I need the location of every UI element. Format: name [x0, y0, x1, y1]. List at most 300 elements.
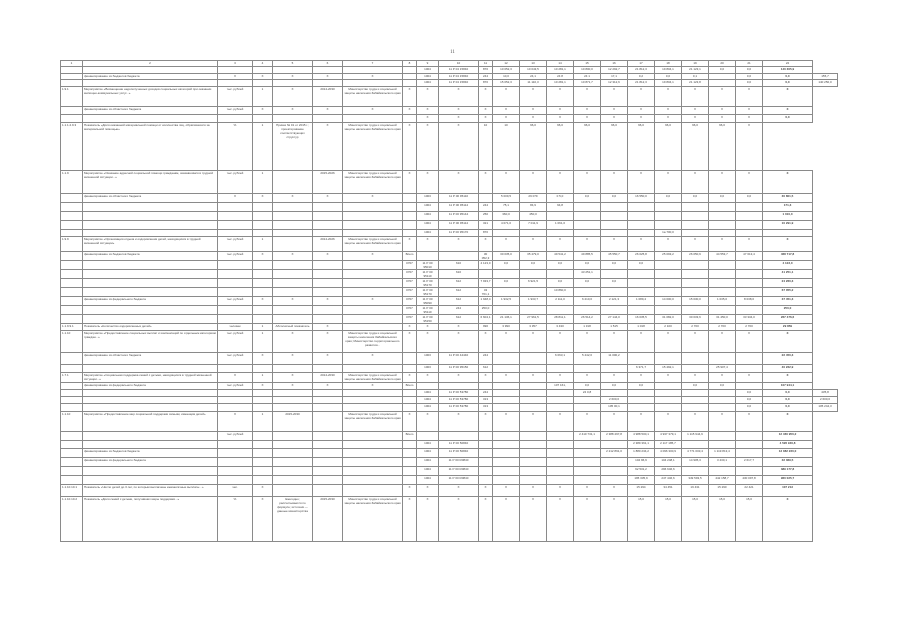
table-row — [61, 412, 838, 432]
table-cell: 1а 700,0 — [655, 230, 682, 237]
table-cell — [520, 383, 547, 390]
table-cell — [682, 404, 709, 412]
table-cell: 0,0 — [763, 404, 813, 412]
table-cell: X — [343, 383, 403, 390]
table-cell: тыс. рублей — [218, 171, 253, 194]
table-cell: 1.1.10.10.2 — [61, 497, 83, 542]
table-cell: человек — [218, 324, 253, 331]
table-cell: 0,0 — [628, 261, 655, 270]
table-cell — [218, 397, 253, 404]
table-cell: 21 123,1 — [682, 67, 709, 74]
table-cell — [253, 365, 273, 373]
table-cell — [628, 397, 655, 404]
table-cell: X — [253, 194, 273, 203]
table-cell: 15,0 — [709, 497, 736, 542]
table-cell: X — [601, 115, 628, 123]
table-cell: тыс. рублей — [218, 252, 253, 261]
table-cell — [709, 353, 736, 365]
table-cell: X — [313, 123, 343, 171]
table-cell: 14 905,3 — [682, 458, 709, 467]
table-cell: 3 430,1 — [709, 458, 736, 467]
table-cell — [417, 252, 439, 261]
table-cell — [343, 485, 403, 497]
table-cell — [520, 288, 547, 297]
table-cell — [343, 390, 403, 397]
table-cell: X — [736, 237, 763, 252]
table-cell — [655, 383, 682, 390]
table-cell: 14 000,0 — [655, 297, 682, 306]
table-cell — [520, 270, 547, 279]
table-cell: X — [479, 107, 493, 115]
table-cell: X — [313, 331, 343, 353]
table-cell: 107 944,1 — [763, 383, 813, 390]
table-cell: X — [417, 412, 439, 432]
table-cell — [83, 212, 218, 221]
table-cell: 990 — [479, 324, 493, 331]
table-cell: X — [763, 331, 813, 353]
table-cell: 250,0 — [479, 306, 493, 315]
table-cell: 10 800,0 — [574, 67, 601, 74]
table-cell: 1004 — [417, 74, 439, 80]
table-cell — [479, 441, 493, 449]
table-cell — [343, 449, 403, 458]
table-cell: % — [218, 497, 253, 542]
table-cell: 1.1.9 — [61, 171, 83, 194]
table-row — [61, 107, 838, 115]
table-cell — [343, 324, 403, 331]
table-cell — [628, 288, 655, 297]
table-cell: X — [493, 107, 520, 115]
table-cell: 0,0 — [709, 194, 736, 203]
table-cell: 105 00,1 — [601, 404, 628, 412]
table-cell: X — [403, 123, 417, 171]
table-cell: X — [736, 115, 763, 123]
table-cell: 1 — [253, 171, 273, 194]
table-cell: X — [709, 87, 736, 107]
table-cell — [682, 390, 709, 397]
table-cell — [61, 252, 83, 261]
table-cell — [218, 404, 253, 412]
table-cell: 96,0 — [709, 123, 736, 171]
table-cell: 15,0 — [736, 497, 763, 542]
table-cell — [343, 432, 403, 441]
table-cell: 0,0 — [655, 194, 682, 203]
table-row — [61, 331, 838, 353]
table-cell: X — [273, 373, 313, 383]
table-cell: 33 334,0 — [736, 315, 763, 324]
table-cell — [61, 194, 83, 203]
table-cell — [493, 467, 520, 476]
table-cell — [273, 467, 313, 476]
table-cell — [601, 458, 628, 467]
table-cell — [218, 80, 253, 87]
table-cell: 244 — [479, 390, 493, 397]
table-cell — [601, 288, 628, 297]
table-cell: Всего — [403, 383, 417, 390]
table-cell: 94,8 — [547, 203, 574, 212]
table-cell: 11 Р 00 53780 — [439, 397, 479, 404]
table-cell: 0707 — [403, 315, 417, 324]
table-cell: Министерство труда и социальной защиты населения Забайкальского края — [343, 123, 403, 171]
table-cell: 0,0 — [493, 279, 520, 288]
table-cell: 2 388 497,8 — [601, 432, 628, 441]
table-cell: 321 — [479, 221, 493, 230]
table-cell — [343, 279, 403, 288]
table-cell: 1004 — [417, 467, 439, 476]
table-cell: 0,0 — [682, 194, 709, 203]
table-cell — [682, 306, 709, 315]
table-cell: X — [628, 237, 655, 252]
header-cell: 2 — [83, 61, 218, 67]
table-cell: 15 492,1 — [655, 365, 682, 373]
table-cell: Всего — [403, 432, 417, 441]
table-cell: X — [479, 485, 493, 497]
table-cell: 1004 — [417, 390, 439, 397]
table-cell: 26 025,8 — [628, 252, 655, 261]
table-cell: X — [403, 497, 417, 542]
table-cell: тыс. рублей — [218, 107, 253, 115]
table-cell: 96,0 — [655, 123, 682, 171]
table-cell: 0,0 — [763, 74, 813, 80]
table-cell — [343, 67, 403, 74]
table-cell: X — [628, 87, 655, 107]
table-cell — [479, 449, 493, 458]
table-cell — [313, 449, 343, 458]
table-cell — [253, 449, 273, 458]
table-cell — [61, 467, 83, 476]
table-cell: финансирование из областного бюджета — [83, 107, 218, 115]
table-cell: X — [313, 297, 343, 306]
table-cell — [61, 383, 83, 390]
table-cell — [628, 404, 655, 412]
table-cell: X — [520, 171, 547, 194]
table-cell: 11 Р 00 50840 — [439, 449, 479, 458]
table-cell — [547, 306, 574, 315]
table-cell: X — [253, 353, 273, 365]
table-cell: 1 — [253, 373, 273, 383]
table-cell: 11 Р 00 95170 — [417, 288, 439, 297]
table-cell — [736, 230, 763, 237]
table-cell: 0,0 — [574, 261, 601, 270]
table-cell: X — [439, 324, 479, 331]
table-row — [61, 449, 838, 458]
table-cell — [273, 458, 313, 467]
table-cell: X — [417, 123, 439, 171]
table-cell: 4 526 946,8 — [763, 441, 813, 449]
table-cell: 244 — [479, 74, 493, 80]
table-cell: 11 Р 00 R0840 — [439, 467, 479, 476]
table-cell: 0,0 — [682, 383, 709, 390]
table-cell: 25 093,2 — [655, 252, 682, 261]
table-cell: 11 Р 00 44440 — [439, 353, 479, 365]
table-cell — [655, 221, 682, 230]
table-cell: 0,0 — [736, 67, 763, 74]
table-cell — [313, 476, 343, 485]
table-cell — [343, 397, 403, 404]
table-cell: 1.1.10 — [61, 412, 83, 432]
table-cell: X — [403, 87, 417, 107]
table-cell: X — [343, 107, 403, 115]
table-cell: X — [493, 485, 520, 497]
table-cell: 0,0 — [736, 80, 763, 87]
table-cell: X — [628, 115, 655, 123]
table-cell — [709, 80, 736, 87]
table-cell: 0,0 — [601, 383, 628, 390]
table-cell — [313, 279, 343, 288]
table-cell: X — [439, 123, 479, 171]
table-cell — [218, 315, 253, 324]
table-row — [61, 390, 838, 397]
table-cell — [574, 212, 601, 221]
table-cell: чел. — [218, 485, 253, 497]
table-cell: 105 244,3 — [813, 404, 838, 412]
table-cell — [520, 441, 547, 449]
table-cell: 30 035,0 — [493, 252, 520, 261]
table-cell — [520, 353, 547, 365]
table-cell: X — [628, 373, 655, 383]
table-cell: 0,0 — [736, 404, 763, 412]
table-cell: 1 018 — [628, 324, 655, 331]
table-cell: Мероприятие «Предоставление социальных выплат и компенсаций по отдельным категориям граждан...» — [83, 331, 218, 353]
table-cell: 10 291,9 — [763, 221, 813, 230]
table-cell: 11 Р 00 95150 — [439, 365, 479, 373]
table-cell — [655, 203, 682, 212]
table-cell — [61, 458, 83, 467]
table-cell: 0,0 — [763, 80, 813, 87]
table-cell: 29 079 — [520, 194, 547, 203]
table-cell: 1003 — [417, 353, 439, 365]
table-cell: 1 515 — [601, 324, 628, 331]
table-cell — [273, 221, 313, 230]
table-row — [61, 171, 838, 194]
table-cell: 11 Р 00 95144 — [439, 212, 479, 221]
table-cell — [682, 203, 709, 212]
table-cell — [655, 279, 682, 288]
table-cell: X — [574, 485, 601, 497]
table-cell — [493, 397, 520, 404]
table-cell: 11 Р 00 95150 — [417, 315, 439, 324]
table-cell: Министерство труда и социальной защиты населения Забайкальского края — [343, 87, 403, 107]
table-cell: X — [479, 497, 493, 542]
table-cell — [61, 212, 83, 221]
table-cell: X — [313, 194, 343, 203]
table-row — [61, 497, 838, 542]
table-cell: 19 804,1 — [655, 67, 682, 74]
table-cell: 0,2 — [628, 74, 655, 80]
table-cell — [520, 390, 547, 397]
table-cell — [403, 115, 417, 123]
table-cell — [547, 365, 574, 373]
table-cell: X — [439, 497, 479, 542]
table-cell: Ежегодно; рассчитывается по формуле; источник — данные министерства — [273, 497, 313, 542]
table-cell: 389 177,8 — [763, 467, 813, 476]
table-cell: 10,0 — [493, 74, 520, 80]
table-cell — [682, 441, 709, 449]
table-cell: X — [547, 373, 574, 383]
table-cell — [493, 288, 520, 297]
table-cell: 15 030,0 — [682, 297, 709, 306]
table-cell: 10 281,1 — [547, 80, 574, 87]
table-cell: 21 812,3 — [628, 67, 655, 74]
table-cell: 1.1.10 — [61, 331, 83, 353]
table-cell — [628, 353, 655, 365]
table-cell: 1003 — [417, 194, 439, 203]
table-cell — [253, 279, 273, 288]
table-cell: X — [417, 497, 439, 542]
table-cell: 12 292,7 — [601, 67, 628, 74]
table-cell — [313, 261, 343, 270]
table-cell: 24 260,3 — [763, 279, 813, 288]
table-cell: Показатель «Число детей до 3 лет, по которым выплачены ежемесячные выплаты...» — [83, 485, 218, 497]
table-cell: 430 097,8 — [736, 476, 763, 485]
table-cell: тыс. рублей — [218, 331, 253, 353]
table-cell: X — [253, 74, 273, 80]
table-cell: 1 933,7 — [520, 297, 547, 306]
table-cell: 0,0 — [736, 397, 763, 404]
table-cell: 27 144,0 — [601, 315, 628, 324]
table-cell — [547, 441, 574, 449]
table-cell — [601, 467, 628, 476]
table-cell: 75,1 — [493, 203, 520, 212]
table-cell: 250 — [479, 212, 493, 221]
table-cell: 21 812,3 — [628, 80, 655, 87]
table-cell: X — [439, 171, 479, 194]
table-cell — [83, 288, 218, 297]
table-cell: X — [520, 107, 547, 115]
table-cell — [403, 449, 417, 458]
table-cell: 29 859 — [763, 324, 813, 331]
table-cell: 107 161, — [547, 383, 574, 390]
table-row — [61, 306, 838, 315]
table-cell — [343, 230, 403, 237]
table-cell: 1004 — [417, 212, 439, 221]
table-cell: 610 — [439, 270, 479, 279]
table-cell — [628, 212, 655, 221]
table-cell — [574, 365, 601, 373]
table-cell — [253, 203, 273, 212]
table-cell — [403, 194, 417, 203]
table-cell: 10 052,3 — [493, 67, 520, 74]
table-cell: X — [313, 383, 343, 390]
table-cell: X — [403, 107, 417, 115]
table-cell: 0 5,0 — [547, 194, 574, 203]
table-cell — [628, 279, 655, 288]
table-cell — [61, 203, 83, 212]
table-cell — [83, 279, 218, 288]
header-cell: 13 — [520, 61, 547, 67]
table-row — [61, 383, 838, 390]
table-cell — [273, 270, 313, 279]
table-cell — [218, 441, 253, 449]
table-cell: X — [403, 485, 417, 497]
table-cell — [493, 270, 520, 279]
table-cell: 24 1 — [574, 74, 601, 80]
table-cell: Мероприятие «Организация отдыха и оздоровления детей, находящихся в трудной жизненной ситуации» — [83, 237, 218, 252]
table-cell — [439, 432, 479, 441]
table-cell: 13 082 230,0 — [763, 449, 813, 458]
table-cell — [218, 467, 253, 476]
table-cell: 16 035,5 — [628, 315, 655, 324]
table-cell: 960 025,7 — [763, 476, 813, 485]
table-cell — [313, 412, 343, 432]
table-cell: тыс. рублей — [218, 297, 253, 306]
table-cell: 32 369,5 — [763, 458, 813, 467]
table-cell: X — [253, 252, 273, 261]
table-cell — [709, 203, 736, 212]
table-cell — [83, 441, 218, 449]
table-cell: 4 123,0 — [763, 261, 813, 270]
table-row — [61, 315, 838, 324]
header-cell: 15 — [574, 61, 601, 67]
table-cell: 96,0 — [628, 123, 655, 171]
table-cell: 6 604,1 — [479, 315, 493, 324]
table-row — [61, 324, 838, 331]
table-cell: Мероприятие «Возмещение недополученных доходов социальных категорий при оказании жилищно-коммунальных услуг...» — [83, 87, 218, 107]
table-cell: 19 431 — [682, 485, 709, 497]
table-cell: 2 700 — [709, 324, 736, 331]
table-cell — [83, 115, 218, 123]
table-cell — [479, 432, 493, 441]
table-cell: Показатель «Доля оказанной материальной помощи от количества лиц, обратившихся за материальной помощью» — [83, 123, 218, 171]
table-cell — [628, 230, 655, 237]
table-cell: 2014-2030 — [313, 373, 343, 383]
table-cell: 468 717,8 — [763, 252, 813, 261]
table-cell — [61, 288, 83, 297]
table-cell — [61, 80, 83, 87]
table-row — [61, 194, 838, 203]
table-cell: 11 Р 00 95110 — [417, 270, 439, 279]
table-cell: 11 Р 00 95090 — [417, 297, 439, 306]
table-cell — [403, 353, 417, 365]
table-cell: 612 — [439, 315, 479, 324]
table-cell — [547, 390, 574, 397]
table-cell — [655, 270, 682, 279]
table-cell: 244 — [479, 203, 493, 212]
table-cell — [403, 203, 417, 212]
table-cell — [83, 390, 218, 397]
table-cell: X — [273, 107, 313, 115]
table-cell — [736, 467, 763, 476]
table-cell: X — [403, 324, 417, 331]
table-cell — [682, 279, 709, 288]
table-cell — [628, 306, 655, 315]
table-cell: 40 222,9 — [763, 365, 813, 373]
table-cell — [273, 203, 313, 212]
table-cell — [709, 212, 736, 221]
table-cell: тыс. рублей — [218, 87, 253, 107]
table-cell — [313, 397, 343, 404]
table-cell: финансирование из бюджетов бюджета — [83, 252, 218, 261]
table-cell — [273, 476, 313, 485]
table-cell — [655, 353, 682, 365]
table-cell: 11 Р 00 95170 — [439, 230, 479, 237]
table-cell — [601, 476, 628, 485]
table-cell — [736, 365, 763, 373]
table-cell: 25 907,4 — [709, 365, 736, 373]
table-cell: X — [655, 115, 682, 123]
table-cell: 1004 — [417, 203, 439, 212]
table-cell: 1 — [253, 237, 273, 252]
table-cell — [655, 404, 682, 412]
table-cell: X — [417, 324, 439, 331]
table-cell: X — [439, 485, 479, 497]
table-cell — [343, 306, 403, 315]
table-cell — [273, 315, 313, 324]
table-cell: 0,0 — [628, 383, 655, 390]
table-row — [61, 252, 838, 261]
table-cell: X — [682, 115, 709, 123]
header-cell: 18 — [655, 61, 682, 67]
